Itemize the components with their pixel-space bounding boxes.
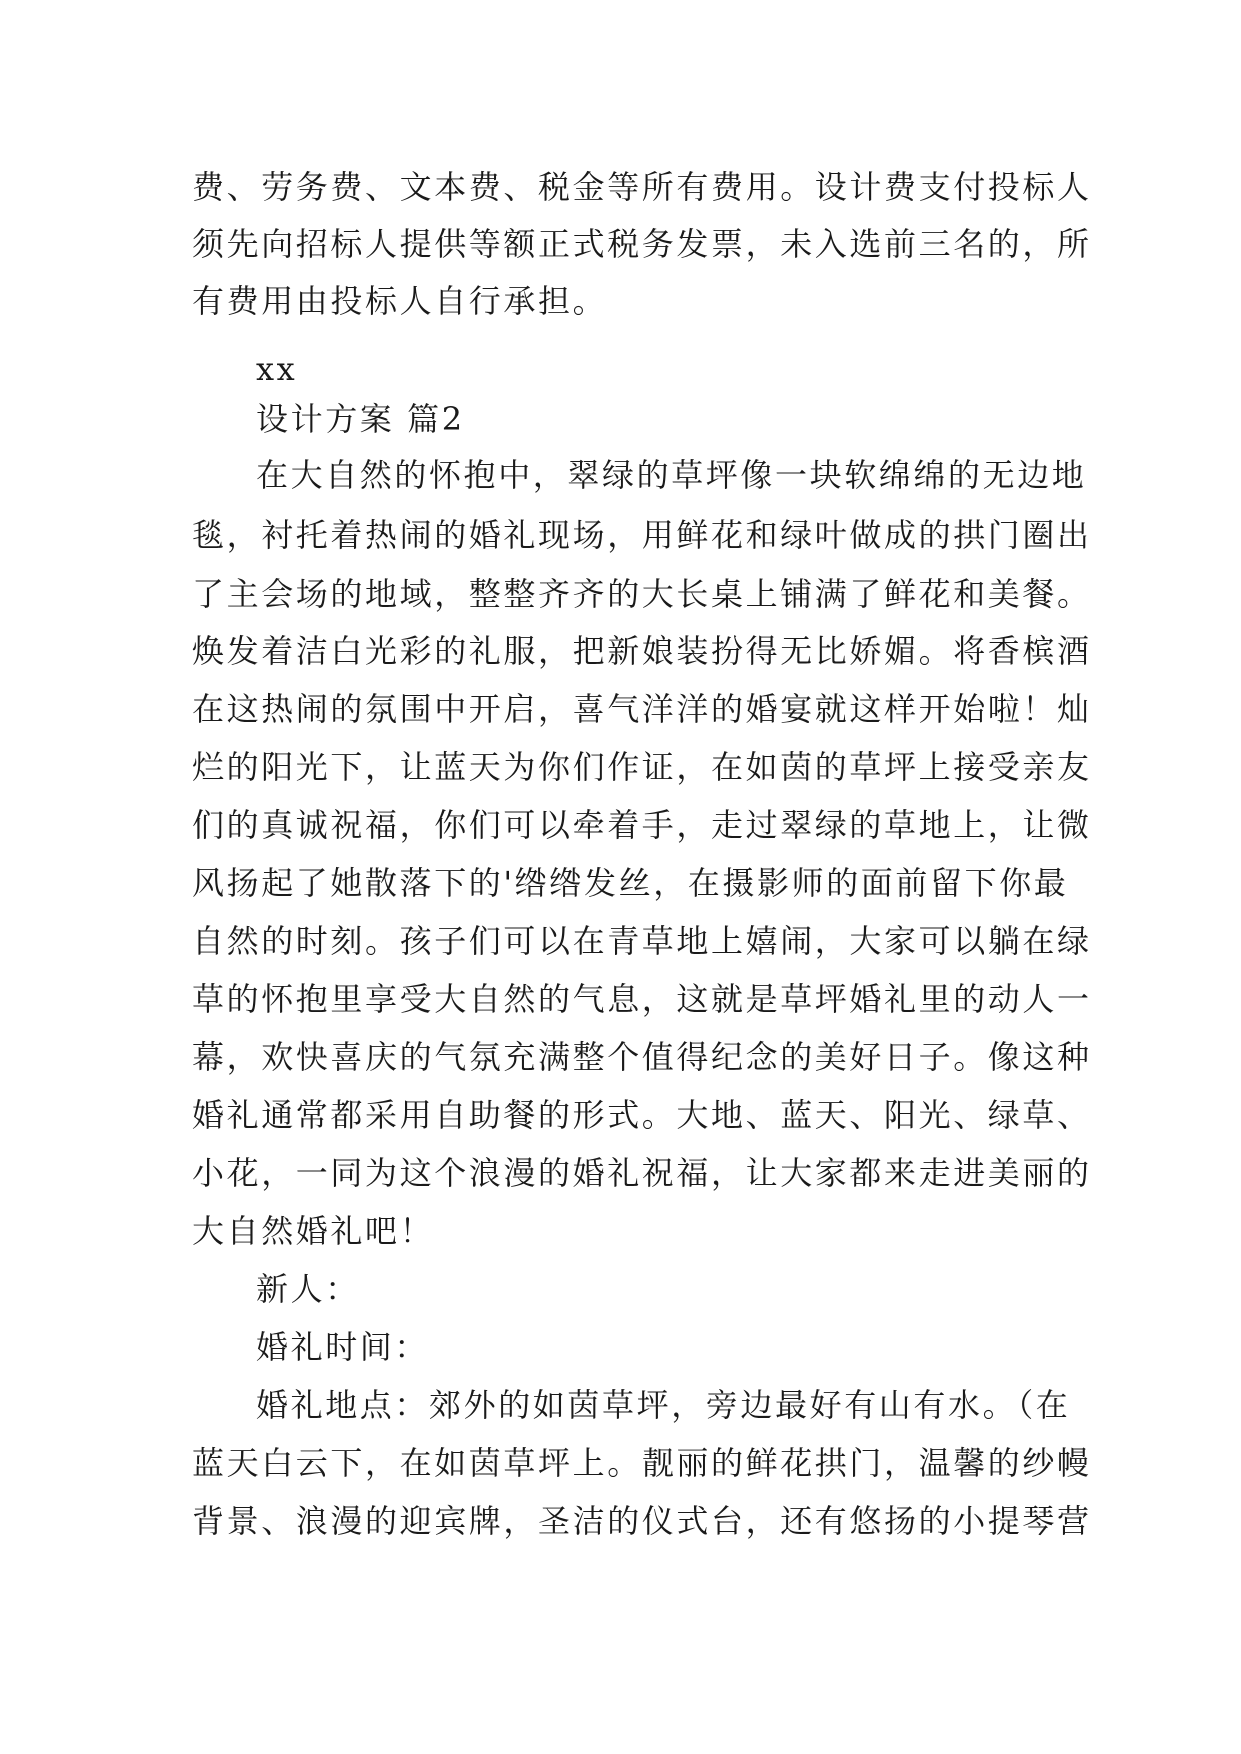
text-line: 烂的阳光下，让蓝天为你们作证，在如茵的草坪上接受亲友 [192,748,1092,786]
text-line: 有费用由投标人自行承担。 [192,282,608,320]
text-line: 了主会场的地域，整整齐齐的大长桌上铺满了鲜花和美餐。 [192,575,1092,613]
text-line: 大自然婚礼吧！ [192,1212,435,1250]
text-line: 自然的时刻。孩子们可以在青草地上嬉闹，大家可以躺在绿 [192,922,1092,960]
text-line: 婚礼通常都采用自助餐的形式。大地、蓝天、阳光、绿草、 [192,1096,1092,1134]
text-line: 小花，一同为这个浪漫的婚礼祝福，让大家都来走进美丽的 [192,1154,1092,1192]
text-line: 风扬起了她散落下的'绺绺发丝，在摄影师的面前留下你最 [192,864,1069,902]
text-line: 背景、浪漫的迎宾牌，圣洁的仪式台，还有悠扬的小提琴营 [192,1502,1092,1540]
text-line: 费、劳务费、文本费、税金等所有费用。设计费支付投标人 [192,168,1092,206]
text-line: 草的怀抱里享受大自然的气息，这就是草坪婚礼里的动人一 [192,980,1092,1018]
text-line: 须先向招标人提供等额正式税务发票，未入选前三名的，所 [192,225,1092,263]
text-line: 婚礼地点：郊外的如茵草坪，旁边最好有山有水。（在 [256,1386,1071,1424]
section-heading: 设计方案 篇2 [256,400,465,438]
text-line: 蓝天白云下，在如茵草坪上。靓丽的鲜花拱门，温馨的纱幔 [192,1444,1092,1482]
text-line: 新人： [256,1270,360,1308]
text-line: 毯，衬托着热闹的婚礼现场，用鲜花和绿叶做成的拱门圈出 [192,516,1092,554]
text-line: xx [256,350,298,388]
text-line: 婚礼时间： [256,1328,430,1366]
text-line: 幕，欢快喜庆的气氛充满整个值得纪念的美好日子。像这种 [192,1038,1092,1076]
text-line: 们的真诚祝福，你们可以牵着手，走过翠绿的草地上，让微 [192,806,1092,844]
text-line: 焕发着洁白光彩的礼服，把新娘装扮得无比娇媚。将香槟酒 [192,632,1092,670]
text-line: 在大自然的怀抱中，翠绿的草坪像一块软绵绵的无边地 [256,456,1087,494]
text-line: 在这热闹的氛围中开启，喜气洋洋的婚宴就这样开始啦！灿 [192,690,1092,728]
